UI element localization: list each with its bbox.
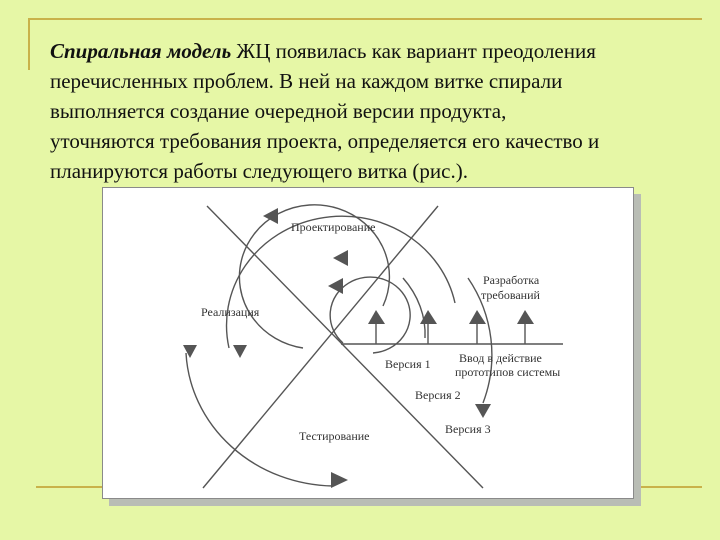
label-version-1: Версия 1 <box>385 357 431 371</box>
paragraph-line-3: выполняется создание очередной версии продукта, <box>50 99 507 123</box>
label-version-2: Версия 2 <box>415 388 461 402</box>
paragraph-line-5: планируются работы следующего витка (рис.). <box>50 159 468 183</box>
spiral-right-arc-2 <box>403 278 425 338</box>
arrow-impl-outer <box>183 345 197 358</box>
left-rule <box>28 18 30 70</box>
label-implementation: Реализация <box>201 305 260 319</box>
label-testing: Тестирование <box>299 429 370 443</box>
label-version-3: Версия 3 <box>445 422 491 436</box>
arrow-inner-turn <box>328 278 343 294</box>
arrow-impl-inner <box>233 345 247 358</box>
label-design: Проектирование <box>291 220 376 234</box>
term-spiral-model: Спиральная модель <box>50 39 232 63</box>
spiral-model-figure <box>102 187 634 499</box>
diagonal-axis-a <box>207 206 483 488</box>
arrow-up-4 <box>517 310 534 324</box>
paragraph-line-2: перечисленных проблем. В ней на каждом витке спирали <box>50 69 563 93</box>
spiral-diagram <box>103 188 633 498</box>
arrow-up-1 <box>368 310 385 324</box>
label-requirements-2: требований <box>481 288 540 302</box>
label-requirements-1: Разработка <box>483 273 540 287</box>
label-prototype-1: Ввод в действие <box>459 351 542 365</box>
arrow-up-3 <box>469 310 486 324</box>
label-prototype-2: прототипов системы <box>455 365 561 379</box>
arrow-testing <box>331 472 348 488</box>
paragraph-line-1: ЖЦ появилась как вариант преодоления <box>231 39 596 63</box>
top-rule <box>28 18 702 20</box>
slide-paragraph <box>50 36 690 186</box>
arrow-design-inner <box>333 250 348 266</box>
paragraph-line-4: уточняются требования проекта, определяется его качество и <box>50 129 600 153</box>
arrow-version3 <box>475 404 491 418</box>
